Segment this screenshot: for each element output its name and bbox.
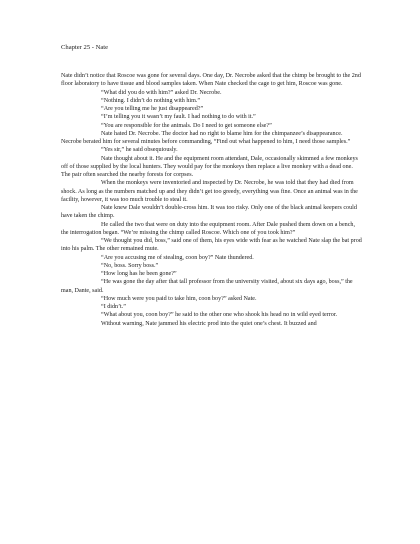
paragraph: Nate thought about it. He and the equipment room attendant, Dale, occasionally skimmed a few monkeys off of those supplied by the local hunters. They would pay for the monkeys then replace a live monkey with a dead one. The pair often searched the nearby forests for corpses. bbox=[61, 155, 358, 178]
paragraph: “What about you, coon boy?” he said to the other one who shook his head no in wild eyed terror. bbox=[101, 312, 338, 319]
paragraph: Nate didn’t notice that Roscoe was gone for several days. One day, Dr. Necrobe asked that the chimp be brought to the 2nd floor laboratory to have tissue and blood samples taken. When Nate checked the cage to get him, Roscoe was gone. bbox=[61, 73, 361, 88]
paragraph: “Nothing. I didn’t do nothing with him.” bbox=[101, 97, 201, 104]
paragraph: “What did you do with him?” asked Dr. Necrobe. bbox=[101, 89, 222, 96]
paragraph: “We thought you did, boss,” said one of them, his eyes wide with fear as he watched Nate slap the bat prod into his palm. The other remained mute. bbox=[61, 238, 362, 253]
paragraph: “He was gone the day after that tall professor from the university visited, about six days ago, boss,” the man, Dante, said. bbox=[61, 279, 353, 294]
paragraph: “Are you telling me he just disappeared?” bbox=[101, 106, 204, 112]
paragraph: “You are responsible for the animals. Do I need to get someone else?” bbox=[101, 122, 272, 129]
chapter-heading: Chapter 25 - Nate bbox=[61, 44, 109, 51]
body-text bbox=[61, 72, 362, 328]
paragraph: He called the two that were on duty into the equipment room. After Dale pushed them down on a bench, the interrogation began. “We’re missing the chimp called Roscoe. Which one of you took him?” bbox=[61, 221, 356, 236]
paragraph: “I didn’t.” bbox=[101, 304, 126, 310]
paragraph: “No, boss. Sorry boss.” bbox=[101, 262, 159, 269]
paragraph: “Yes sir,” he said obsequiously. bbox=[101, 147, 178, 154]
paragraph: Without warning, Nate jammed his electric prod into the quiet one’s chest. It buzzed and bbox=[101, 320, 317, 327]
paragraph: “How much were you paid to take him, coon boy?” asked Nate. bbox=[101, 295, 257, 302]
paragraph: Nate hated Dr. Necrobe. The doctor had no right to blame him for the chimpanzee’s disappearance. Necrobe berated him for several minutes before commanding, “Find out what happened to him, I need those samples.” bbox=[61, 130, 351, 145]
paragraph: “I’m telling you it wasn’t my fault. I had nothing to do with it.” bbox=[101, 114, 256, 121]
paragraph: “Are you accusing me of stealing, coon boy?” Nate thundered. bbox=[101, 254, 254, 261]
paragraph: When the monkeys were inventoried and inspected by Dr. Necrobe, he was told that they had died from shock. As long as the numbers matched up and they didn’t get too greedy, everything was fine. Once an animal was in the facility, however, it was too much trouble to steal it. bbox=[61, 180, 358, 203]
paragraph: Nate knew Dale wouldn’t double-cross him. It was too risky. Only one of the black animal keepers could have taken the chimp. bbox=[61, 205, 357, 220]
paragraph: “How long has he been gone?” bbox=[101, 271, 177, 277]
